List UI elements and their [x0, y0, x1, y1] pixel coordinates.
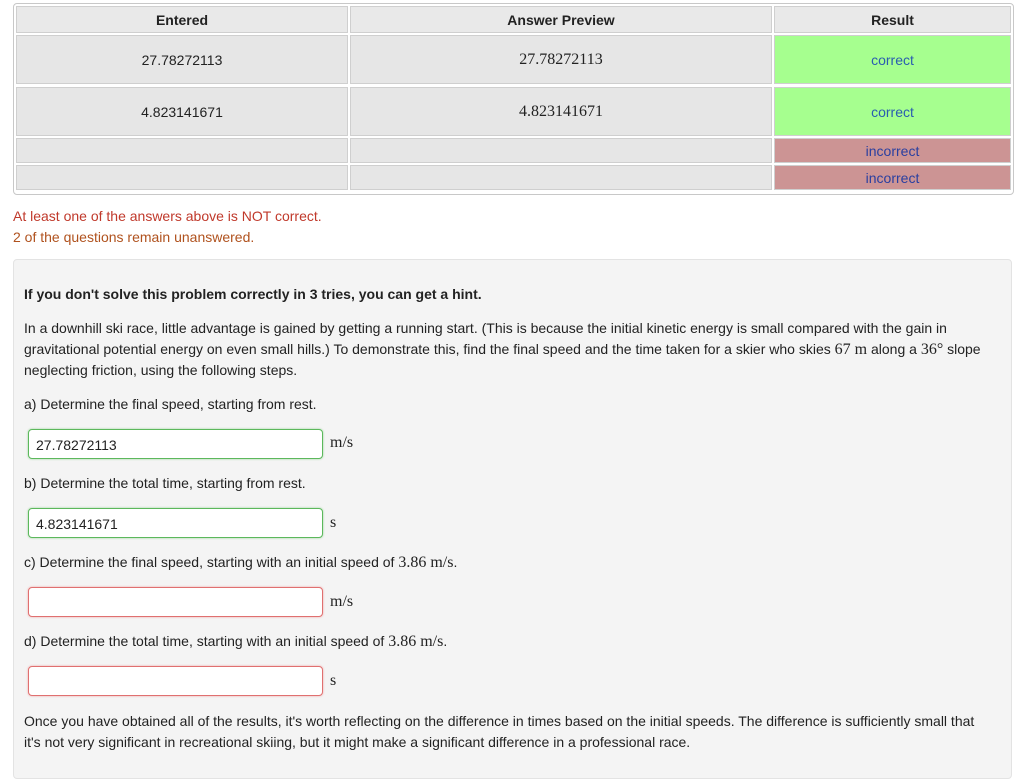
part-a-prompt: a) Determine the final speed, starting from rest.	[24, 396, 317, 412]
entered-cell	[16, 138, 348, 163]
part-d-text: d) Determine the total time, starting with an initial speed of	[24, 633, 389, 649]
problem-statement	[24, 318, 984, 381]
not-correct-message: At least one of the answers above is NOT correct.	[13, 208, 322, 224]
result-cell-correct: correct	[774, 87, 1011, 136]
part-c-prompt	[24, 552, 984, 573]
answer-d-input[interactable]	[28, 666, 323, 696]
initial-speed-c: 3.86 m/s	[398, 554, 454, 571]
answer-c-input[interactable]	[28, 587, 323, 617]
intro-text-3: slope neglecting friction, using the following steps.	[24, 341, 981, 378]
header-answer-preview: Answer Preview	[350, 6, 772, 33]
unit-b: s	[330, 514, 337, 531]
closing-remark: Once you have obtained all of the results, it's worth reflecting on the difference in times based on the initial speeds. The difference is sufficiently small that it's not very significant in recreational skiing, but it might make a significant difference in a professional race.	[24, 713, 975, 750]
part-b-prompt: b) Determine the total time, starting from rest.	[24, 475, 306, 491]
header-entered: Entered	[16, 6, 348, 33]
entered-cell: 27.78272113	[16, 35, 348, 84]
initial-speed-d: 3.86 m/s	[388, 633, 444, 650]
angle-value: 36°	[920, 341, 944, 358]
intro-text-2: along a	[867, 341, 921, 357]
answer-b-input[interactable]: 4.823141671	[28, 508, 323, 538]
preview-cell	[350, 165, 772, 190]
hint-notice: If you don't solve this problem correctly in 3 tries, you can get a hint.	[24, 286, 482, 302]
part-d-prompt	[24, 631, 984, 652]
intro-text-1: In a downhill ski race, little advantage is gained by getting a running start. (This is because the initial kinetic energy is small compared with the gain in gravitational potential energy on even small hills.) To demonstrate this, find the final speed and the time taken for a skier who skies	[24, 320, 947, 357]
part-d-end: .	[443, 633, 448, 649]
problem-panel	[13, 259, 1012, 779]
result-cell-incorrect: incorrect	[774, 165, 1011, 190]
preview-cell	[350, 138, 772, 163]
unit-c: m/s	[330, 593, 354, 610]
preview-cell: 4.823141671	[350, 87, 772, 136]
result-cell-incorrect: incorrect	[774, 138, 1011, 163]
results-table	[13, 3, 1014, 195]
unit-a: m/s	[330, 434, 354, 451]
preview-cell: 27.78272113	[350, 35, 772, 84]
part-c-text: c) Determine the final speed, starting with an initial speed of	[24, 554, 399, 570]
result-cell-correct: correct	[774, 35, 1011, 84]
part-c-end: .	[453, 554, 458, 570]
distance-value: 67 m	[834, 341, 868, 358]
header-result: Result	[774, 6, 1011, 33]
entered-cell: 4.823141671	[16, 87, 348, 136]
unit-d: s	[330, 672, 337, 689]
unanswered-message: 2 of the questions remain unanswered.	[13, 229, 255, 245]
answer-a-input[interactable]: 27.78272113	[28, 429, 323, 459]
entered-cell	[16, 165, 348, 190]
